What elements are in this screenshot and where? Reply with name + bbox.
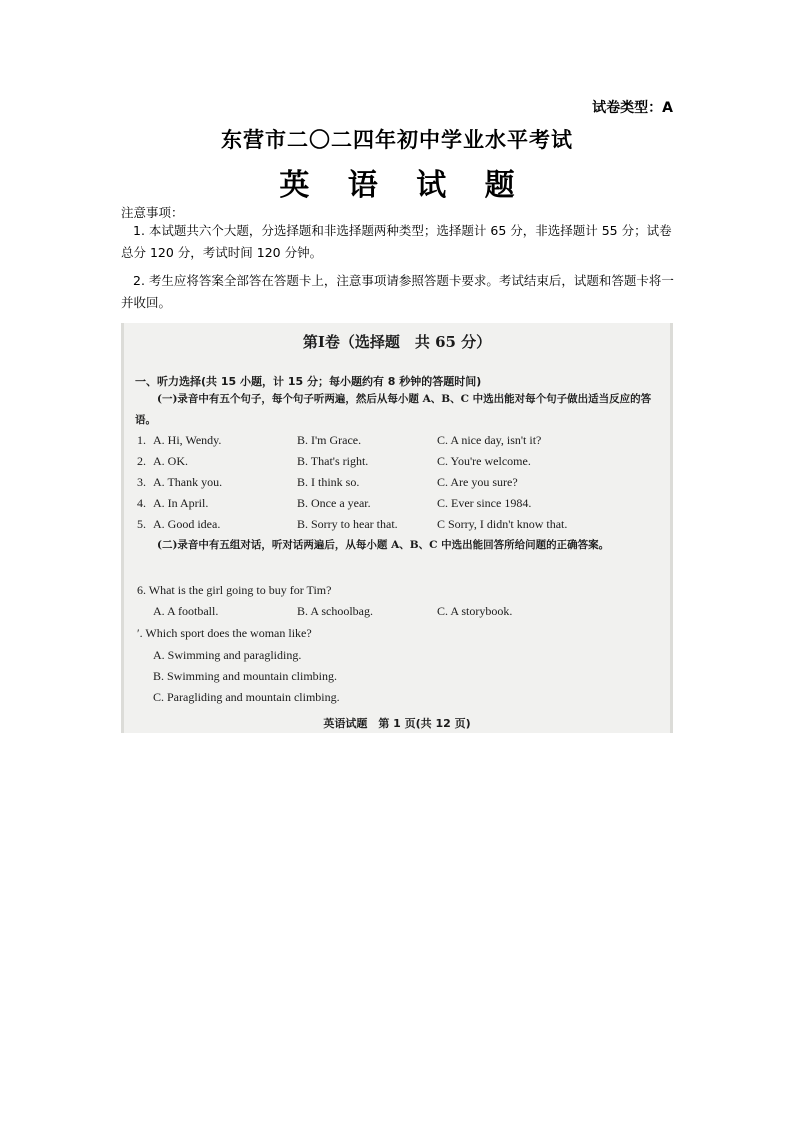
page-footer: 英语试题 第 1 页(共 12 页) bbox=[323, 717, 471, 730]
question-number: 4. bbox=[137, 496, 146, 510]
option-b: B. A schoolbag. bbox=[297, 604, 374, 618]
option-a: A. Thank you. bbox=[153, 475, 223, 489]
option-b: B. I'm Grace. bbox=[297, 433, 362, 447]
question-row bbox=[137, 517, 667, 535]
note-item-1: 1. 本试题共六个大题，分选择题和非选择题两种类型；选择题计 65 分，非选择题计 55 分；试卷总分 120 分，考试时间 120 分钟。 bbox=[121, 223, 672, 260]
question-row bbox=[137, 433, 667, 451]
instruction-part-1: (一)录音中有五个句子，每个句子听两遍，然后从每小题 A、B、C 中选出能对每个句子做出适当反应的答语。 bbox=[135, 393, 652, 426]
option-b: B. Once a year. bbox=[297, 496, 371, 510]
question-row bbox=[137, 475, 667, 493]
scan-left-edge bbox=[121, 323, 124, 733]
instruction-part-2: (二)录音中有五组对话，听对话两遍后，从每小题 A、B、C 中选出能回答所给问题的正确答案。 bbox=[157, 539, 610, 551]
option-c: C. A nice day, isn't it? bbox=[437, 433, 542, 447]
section-title: 第Ⅰ卷（选择题 共 65 分） bbox=[302, 333, 492, 351]
exam-title: 东营市二〇二四年初中学业水平考试 bbox=[221, 128, 573, 152]
notes-heading: 注意事项： bbox=[121, 205, 184, 220]
option-a: A. A football. bbox=[153, 604, 219, 618]
subject-title: 英 语 试 题 bbox=[279, 168, 529, 203]
paper-type-label: 试卷类型：A bbox=[592, 100, 673, 116]
option-b: B. I think so. bbox=[297, 475, 360, 489]
scan-right-edge bbox=[670, 323, 673, 733]
question-7-stem: ′. Which sport does the woman like? bbox=[137, 626, 312, 640]
question-row bbox=[137, 454, 667, 472]
question-7-option-a: A. Swimming and paragliding. bbox=[153, 648, 302, 662]
question-number: 1. bbox=[137, 433, 146, 447]
option-a: A. Good idea. bbox=[153, 517, 221, 531]
question-6-options bbox=[137, 604, 667, 622]
question-number: 3. bbox=[137, 475, 146, 489]
part-heading: 一、听力选择(共 15 小题，计 15 分；每小题约有 8 秒钟的答题时间) bbox=[135, 375, 482, 388]
option-c: C. You're welcome. bbox=[437, 454, 531, 468]
option-b: B. That's right. bbox=[297, 454, 369, 468]
option-c: C. A storybook. bbox=[437, 604, 513, 618]
note-item-2: 2. 考生应将答案全部答在答题卡上，注意事项请参照答题卡要求。考试结束后，试题和答题卡将一并收回。 bbox=[121, 273, 674, 310]
question-7-option-b: B. Swimming and mountain climbing. bbox=[153, 669, 337, 683]
question-6-stem: 6. What is the girl going to buy for Tim? bbox=[137, 583, 332, 597]
option-c: C Sorry, I didn't know that. bbox=[437, 517, 568, 531]
option-a: A. OK. bbox=[153, 454, 188, 468]
option-a: A. Hi, Wendy. bbox=[153, 433, 222, 447]
question-number: 2. bbox=[137, 454, 146, 468]
question-7-option-c: C. Paragliding and mountain climbing. bbox=[153, 690, 340, 704]
option-c: C. Are you sure? bbox=[437, 475, 518, 489]
option-c: C. Ever since 1984. bbox=[437, 496, 532, 510]
question-row bbox=[137, 496, 667, 514]
question-number: 5. bbox=[137, 517, 146, 531]
scanned-exam-page bbox=[121, 323, 673, 733]
option-a: A. In April. bbox=[153, 496, 209, 510]
option-b: B. Sorry to hear that. bbox=[297, 517, 398, 531]
